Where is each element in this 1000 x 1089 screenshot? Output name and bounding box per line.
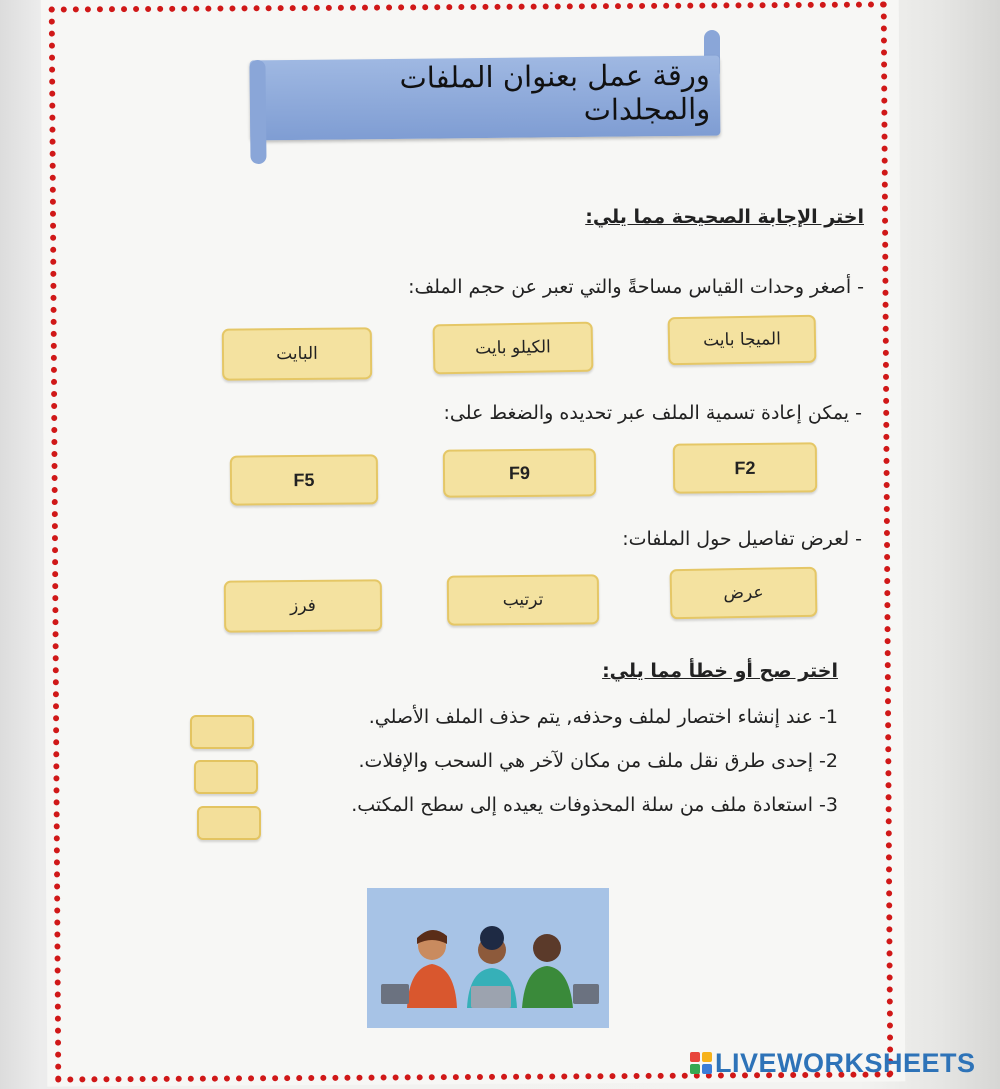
section-heading-multiple-choice: اختر الإجابة الصحيحة مما يلي: (585, 206, 864, 228)
statement-2: 2- إحدى طرق نقل ملف من مكان لآخر هي السحب والإفلات. (358, 750, 838, 772)
answer-input-box[interactable] (197, 806, 261, 840)
answer-option[interactable]: فرز (224, 579, 382, 632)
worksheet-title: ورقة عمل بعنوان الملفات والمجلدات (399, 57, 711, 128)
banner-scroll-curl (249, 60, 266, 164)
statement-3: 3- استعادة ملف من سلة المحذوفات يعيده إلى سطح المكتب. (351, 794, 838, 816)
liveworksheets-logo-icon (690, 1052, 712, 1074)
answer-option[interactable]: عرض (670, 567, 818, 620)
statement-1: 1- عند إنشاء اختصار لملف وحذفه, يتم حذف الملف الأصلي. (368, 706, 838, 728)
answer-option[interactable]: F2 (673, 442, 817, 493)
logo-text: LIVEWORKSHEETS (715, 1047, 976, 1078)
answer-input-box[interactable] (190, 715, 254, 749)
people-with-laptops-illustration (367, 888, 609, 1028)
section-heading-true-false: اختر صح أو خطأ مما يلي: (602, 660, 838, 682)
answer-option[interactable]: البايت (222, 327, 372, 380)
answer-input-box[interactable] (194, 760, 258, 794)
answer-option[interactable]: F9 (443, 448, 596, 497)
answer-option[interactable]: ترتيب (447, 574, 599, 625)
answer-option[interactable]: الميجا بايت (668, 315, 817, 366)
question-2: - يمكن إعادة تسمية الملف عبر تحديده والضغط على: (443, 402, 862, 424)
answer-option[interactable]: الكيلو بايت (433, 322, 594, 375)
answer-option[interactable]: F5 (230, 454, 378, 505)
liveworksheets-logo (690, 1048, 976, 1078)
question-1: - أصغر وحدات القياس مساحةً والتي تعبر عن حجم الملف: (408, 276, 864, 298)
question-3: - لعرض تفاصيل حول الملفات: (622, 528, 862, 550)
